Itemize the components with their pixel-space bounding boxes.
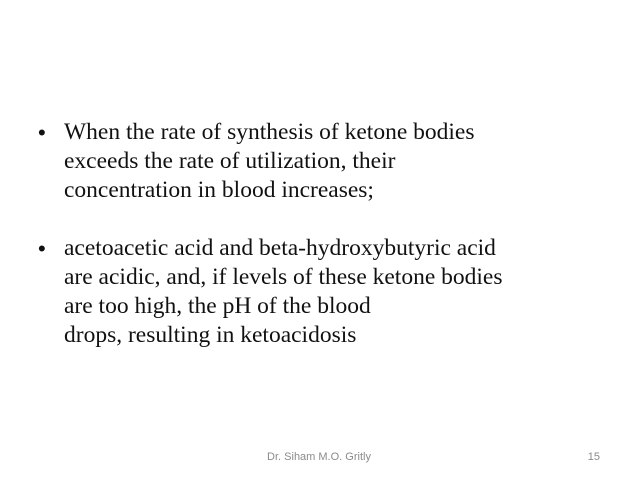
bullet-text-line: exceeds the rate of utilization, their (64, 148, 396, 174)
bullet-marker: • (38, 236, 46, 261)
bullet-list (38, 118, 618, 379)
footer-author: Dr. Siham M.O. Gritly (267, 451, 371, 463)
page-number: 15 (587, 451, 600, 463)
bullet-text-line: acetoacetic acid and beta-hydroxybutyric acid (64, 235, 496, 261)
bullet-text-line: concentration in blood increases; (64, 177, 374, 203)
bullet-item-ketone-synthesis (38, 118, 618, 205)
bullet-item-ketoacidosis (38, 234, 618, 350)
bullet-text-line: drops, resulting in ketoacidosis (64, 322, 357, 348)
bullet-marker: • (38, 120, 46, 145)
bullet-text-line: When the rate of synthesis of ketone bodies (64, 119, 475, 145)
bullet-text-line: are too high, the pH of the blood (64, 293, 371, 319)
bullet-text-line: are acidic, and, if levels of these ketone bodies (64, 264, 503, 290)
